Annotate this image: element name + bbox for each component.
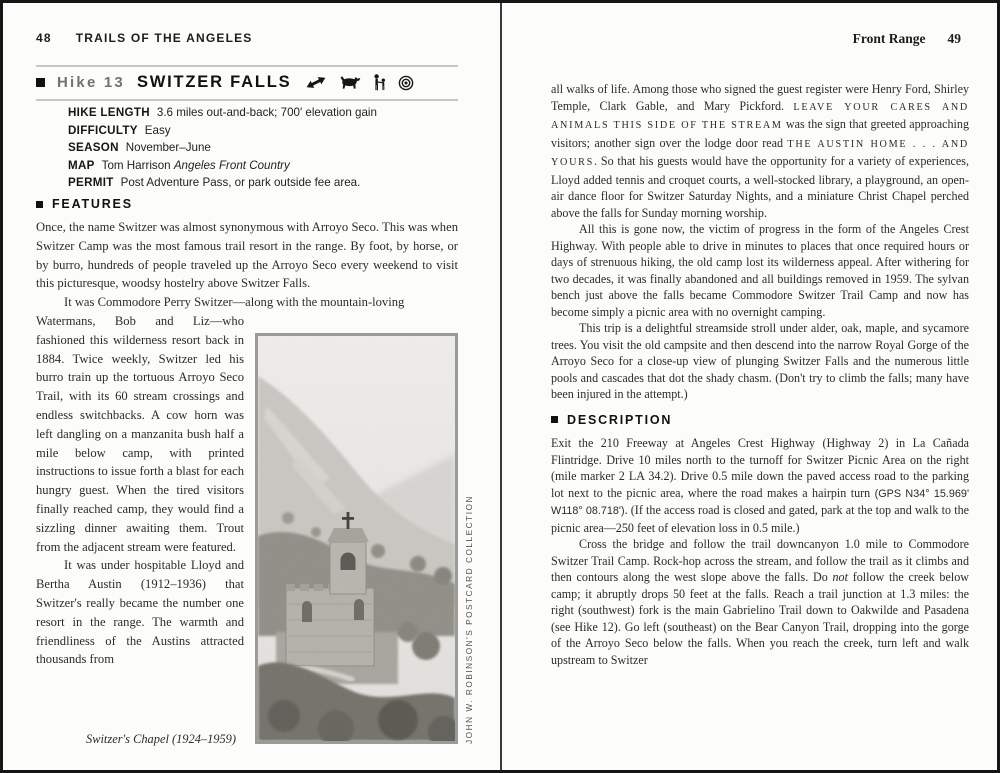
paragraph: all walks of life. Among those who signed the guest register were Henry Ford, Shirley Temple, Clark Gable, and Mary Pickford. LEAVE YOUR CARES AND ANIMALS THIS SIDE OF THE STREAM was the sign that greeted approaching visitors; another sign over the lodge door read THE AUSTIN HOME . . . AND YOURS. So that his guests would have the opportunity for a variety of experiences, Lloyd added tennis and croquet courts, a well-stocked library, a playground, an open-air dance floor for Switzer Saturday Nights, and a miniature Christ Chapel perched above the falls for Sunday morning worship. [551, 82, 969, 220]
right-body [551, 81, 969, 668]
stat-row: SEASON November–June [68, 141, 211, 155]
stat-label: MAP [68, 158, 95, 172]
square-bullet-icon [36, 201, 43, 208]
hike-stats [68, 104, 377, 192]
paragraph: All this is gone now, the victim of progress in the form of the Angeles Crest Highway. With people able to drive in minutes to places that once required hours or days of strenuous hiking, the old camp lost its wilderness appeal. After withering for two decades, it was finally abandoned and all buildings removed in 1959. The sylvan bench just above the falls became Commodore Switzer Trail Camp and now has become simply a picnic area with no overnight camping. [551, 222, 969, 319]
stat-label: HIKE LENGTH [68, 106, 150, 119]
paragraph: This trip is a delightful streamside stroll under alder, oak, maple, and sycamore trees. You visit the old campsite and then descend into the narrow Royal Gorge of the Arroyo Seco for a close-up view of plunging Switzer Falls and the numerous little pools and cascades that dot the shady chasm. (Don't try to climb the falls; many have been injured in the attempt.) [551, 321, 969, 401]
square-bullet-icon [36, 78, 45, 87]
description-heading [551, 412, 969, 429]
paragraph: It was Commodore Perry Switzer—along with the mountain-loving [64, 295, 405, 310]
paragraph: It was under hospitable Lloyd and Bertha Austin (1912–1936) that Switzer's really became the number one resort in the range. The warmth and friendliness of the Austins attracted thousands from [36, 558, 244, 667]
paragraph: Watermans, Bob and Liz—who fashioned this wilderness resort back in 1884. Twice weekly, Switzer led his burro train up the tortuous Arroyo Seco Trail, with its 60 stream crossings and endless switchbacks. A cow horn was left dangling on a manzanita bush half a mile below camp, with printed instructions to issue forth a blast for each hungry guest. When the tired visitors finally reached camp, they would find a sizzling dinner awaiting them. Trout from the adjacent stream were featured. [36, 313, 244, 554]
right-page-number: 49 [947, 31, 961, 46]
dog-friendly-icon [338, 75, 361, 90]
left-running-head [36, 31, 253, 45]
right-intro [551, 81, 969, 403]
chapel-photo-image [255, 333, 458, 744]
page-gutter-divider [500, 3, 502, 773]
features-heading [36, 197, 133, 211]
paragraph: Cross the bridge and follow the trail downcanyon 1.0 mile to Commodore Switzer Trail Camp. Rock-hop across the stream, and follow the trail as it climbs and then contours along the west slope above the falls. Do not follow the creek below camp; it abruptly drops 50 feet at the falls. Reach a trail junction at 1.3 miles: the right (southwest) fork is the main Gabrielino Trail down to Oakwilde and Pasadena (see Hike 12). Go left (southeast) on the Bear Canyon Trail, dropping into the gorge of the Arroyo Seco below the falls. When you reach the creek, turn left and walk upstream to Switzer [551, 537, 969, 667]
hike-number: Hike 13 [57, 74, 125, 91]
book-title: TRAILS OF THE ANGELES [75, 31, 253, 45]
photo-caption: Switzer's Chapel (1924–1959) [86, 732, 236, 746]
right-description-body [551, 435, 969, 668]
out-and-back-arrow-icon [305, 74, 327, 91]
paragraph: Once, the name Switzer was almost synonymous with Arroyo Seco. This was when Switzer Camp was the most famous trail resort in the range. By foot, by horse, or by burro, hundreds of people traveled up the Arroyo Seco every weekend to visit this picturesque, woodsy hostelry above Switzer Falls. [36, 220, 458, 291]
hike-title: SWITZER FALLS [136, 73, 292, 91]
chapel-photo [255, 333, 458, 744]
left-page-number: 48 [36, 31, 52, 45]
hike-icons [305, 74, 414, 91]
description-heading-label: DESCRIPTION [567, 412, 673, 427]
chapter-title: Front Range [852, 31, 926, 46]
stat-row: MAP Tom Harrison Angeles Front Country [68, 158, 290, 172]
paragraph: Exit the 210 Freeway at Angeles Crest Highway (Highway 2) in La Cañada Flintridge. Drive 10 miles north to the turnoff for Switzer Picnic Area on the right (mile marker 2 LA 34.2). Drive 0.5 mile down the paved access road to the parking lot next to the picnic area, where the road makes a hairpin turn (GPS N34° 15.969' W118° 08.718'). (If the access road is closed and gated, park at the top and walk to the picnic area—250 feet of elevation loss in 0.5 mile.) [551, 436, 970, 535]
stat-row: DIFFICULTY Easy [68, 123, 171, 137]
photo-credit [462, 333, 475, 744]
family-friendly-icon [372, 74, 387, 91]
adventure-pass-icon [398, 75, 414, 91]
features-heading-label: FEATURES [52, 197, 133, 211]
stat-label: SEASON [68, 141, 119, 155]
stat-label: PERMIT [68, 176, 114, 190]
stat-row: PERMIT Post Adventure Pass, or park outside fee area. [68, 176, 361, 190]
square-bullet-icon [551, 416, 558, 423]
photo-credit-text: JOHN W. ROBINSON'S POSTCARD COLLECTION [463, 495, 474, 744]
stat-label: DIFFICULTY [68, 123, 138, 137]
right-running-head [853, 31, 961, 47]
stat-row: HIKE LENGTH 3.6 miles out-and-back; 700' elevation gain [68, 106, 377, 119]
hike-header [36, 65, 458, 101]
